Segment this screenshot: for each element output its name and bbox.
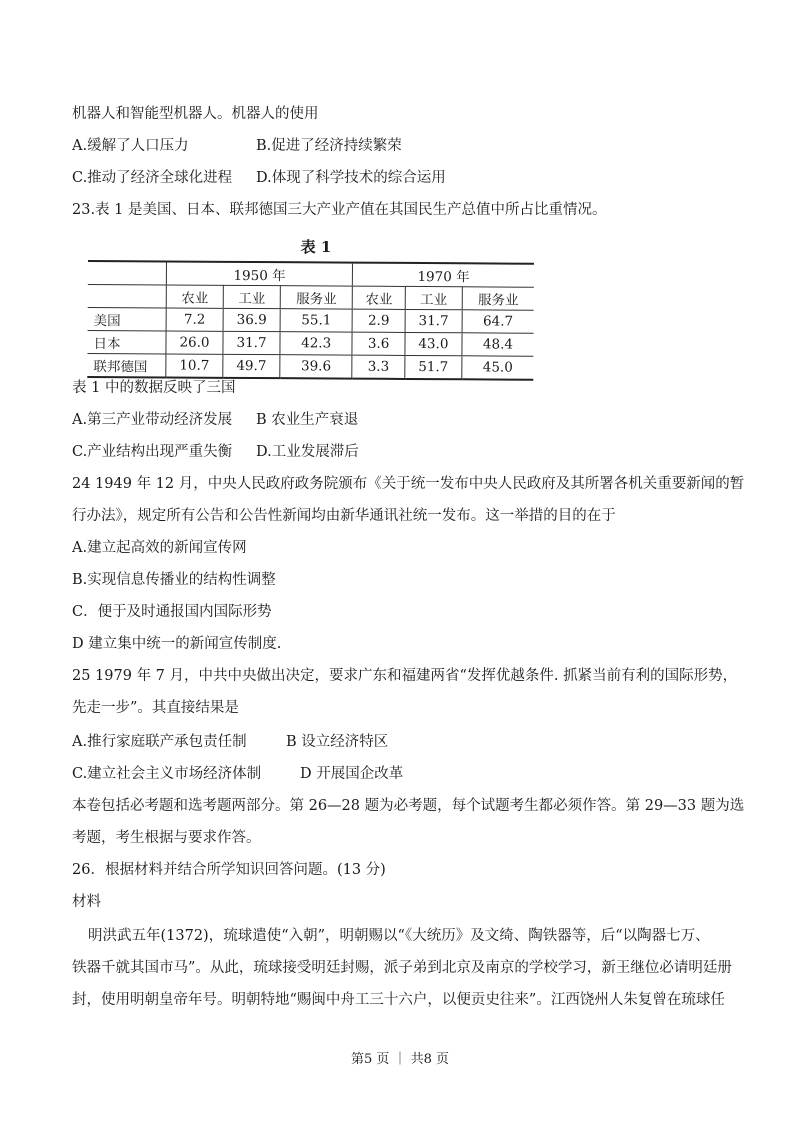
section-note-line2: 考题，考生根据与要求作答。 [72, 830, 261, 846]
q22-option-a[interactable]: A.缓解了人口压力 [72, 138, 189, 154]
table-cell: 26.0 [166, 331, 223, 354]
table-year-1950: 1950 年 [166, 261, 352, 286]
q26-stem: 26．根据材料并结合所学知识回答问题。(13 分) [72, 862, 386, 878]
table-cell: 45.0 [462, 356, 534, 380]
q23-option-c[interactable]: C.产业结构出现严重失衡 [72, 444, 233, 460]
table-cell: 3.3 [352, 355, 405, 379]
table-sector-header-row [88, 284, 534, 310]
table-row-header: 联邦德国 [87, 353, 166, 377]
q24-option-b[interactable]: B.实现信息传播业的结构性调整 [72, 572, 276, 588]
q26-material-label: 材料 [72, 894, 101, 910]
table-cell: 7.2 [166, 308, 223, 331]
q24-option-d[interactable]: D 建立集中统一的新闻宣传制度. [72, 636, 282, 652]
q25-stem-line1: 25 1979 年 7 月，中共中央做出决定，要求广东和福建两省“发挥优越条件. 抓紧当前有利的国际形势， [72, 668, 738, 684]
table-cell: 42.3 [280, 332, 352, 355]
table-col-header: 服务业 [462, 287, 534, 310]
q23-table [88, 236, 534, 378]
table-row [87, 330, 533, 356]
table-cell: 43.0 [405, 332, 462, 355]
q22-option-c[interactable]: C.推动了经济全球化进程 [72, 170, 233, 186]
data-table [87, 260, 534, 381]
q22-options-row1 [72, 136, 402, 156]
q25-options-row2 [72, 764, 404, 784]
page-footer: 第5 页 ｜ 共8 页 [350, 1052, 450, 1067]
table-corner-cell [88, 261, 167, 285]
q23-option-d[interactable]: D.工业发展滞后 [256, 444, 359, 460]
table-cell: 55.1 [280, 309, 352, 332]
table-corner-cell-2 [88, 284, 167, 307]
table-cell: 31.7 [223, 331, 280, 354]
table-row-header: 美国 [88, 307, 167, 330]
q25-option-c[interactable]: C.建立社会主义市场经济体制 [72, 766, 262, 782]
table-cell: 31.7 [405, 309, 462, 332]
table-row [87, 353, 533, 379]
table-col-header: 工业 [405, 286, 462, 309]
table-col-header: 农业 [166, 285, 223, 308]
q23-options-row1 [72, 410, 359, 430]
q25-option-a[interactable]: A.推行家庭联产承包责任制 [72, 734, 247, 750]
q23-stem: 23.表 1 是美国、日本、联邦德国三大产业产值在其国民生产总值中所占比重情况。 [72, 202, 607, 218]
section-note-line1: 本卷包括必考题和选考题两部分。第 26—28 题为必考题，每个试题考生都必须作答。第 29—33 题为选 [72, 798, 745, 814]
q26-material-line3: 封，使用明朝皇帝年号。明朝特地“赐闽中舟工三十六户，以便贡史往来”。江西饶州人朱复曾在琉球任 [72, 992, 725, 1008]
q23-option-a[interactable]: A.第三产业带动经济发展 [72, 412, 233, 428]
q23-question: 表 1 中的数据反映了三国 [72, 380, 236, 396]
table-cell: 36.9 [223, 308, 280, 331]
q22-option-b[interactable]: B.促进了经济持续繁荣 [256, 138, 402, 154]
q26-material-line2: 铁器千就其国市马”。从此，琉球接受明廷封赐，派子弟到北京及南京的学校学习，新王继位必请明廷册 [72, 960, 732, 976]
q25-options-row1 [72, 732, 389, 752]
table-cell: 2.9 [352, 309, 405, 332]
table-row-header: 日本 [87, 330, 166, 353]
table-year-1970: 1970 年 [353, 263, 534, 288]
q24-option-a[interactable]: A.建立起高效的新闻宣传网 [72, 540, 247, 556]
table-row [88, 307, 534, 333]
table-cell: 39.6 [280, 355, 352, 379]
q24-stem-line2: 行办法》，规定所有公告和公告性新闻均由新华通讯社统一发布。这一举措的目的在于 [72, 508, 616, 524]
table-cell: 48.4 [462, 333, 534, 356]
table-year-header-row [88, 261, 534, 287]
q23-options-row2 [72, 442, 359, 462]
table-col-header: 服务业 [280, 286, 352, 309]
table-cell: 10.7 [166, 354, 223, 378]
table-caption: 表 1 [300, 238, 332, 256]
table-cell: 51.7 [405, 355, 462, 379]
q22-option-d[interactable]: D.体现了科学技术的综合运用 [256, 170, 446, 186]
q26-material-line1: 明洪武五年(1372)，琉球遣使“入朝”，明朝赐以“《大统历》及文绮、陶铁器等，后“以陶器七万、 [88, 928, 710, 944]
q24-stem-line1: 24 1949 年 12 月，中央人民政府政务院颁布《关于统一发布中央人民政府及其所署各机关重要新闻的暂 [72, 476, 745, 492]
table-col-header: 工业 [223, 285, 280, 308]
table-cell: 64.7 [462, 310, 534, 333]
table-cell: 3.6 [352, 332, 405, 355]
table-cell: 49.7 [223, 354, 280, 378]
q22-stem-tail: 机器人和智能型机器人。机器人的使用 [72, 106, 319, 122]
q22-options-row2 [72, 168, 446, 188]
q25-option-d[interactable]: D 开展国企改革 [300, 766, 404, 782]
q24-option-c[interactable]: C．便于及时通报国内国际形势 [72, 604, 272, 620]
q25-option-b[interactable]: B 设立经济特区 [286, 734, 389, 750]
q25-stem-line2: 先走一步”。其直接结果是 [72, 700, 239, 716]
table-col-header: 农业 [353, 286, 406, 309]
q23-option-b[interactable]: B 农业生产衰退 [256, 412, 359, 428]
